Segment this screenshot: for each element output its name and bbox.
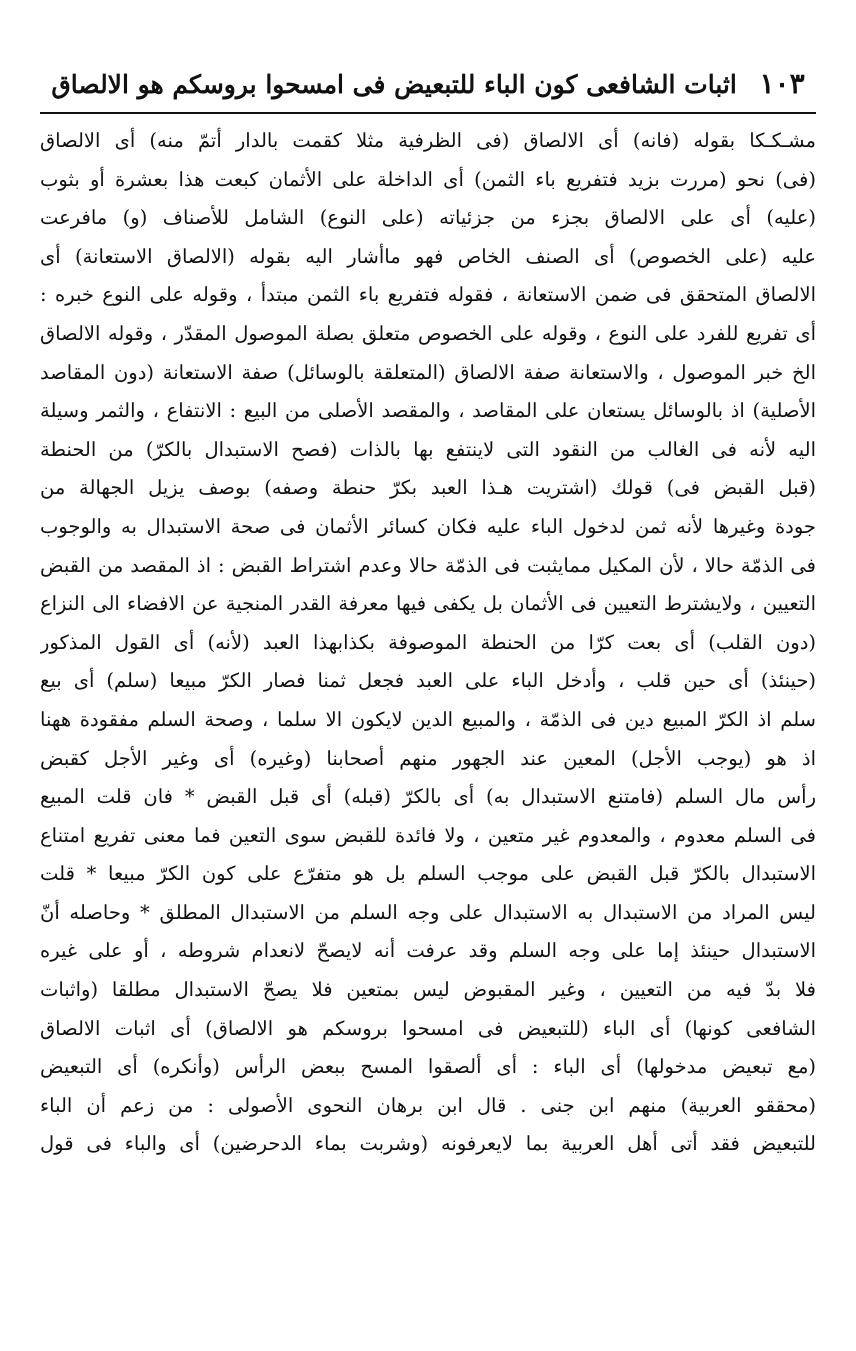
text-line: الخ خبر الموصول ، والاستعانة صفة الالصاق (المتعلقة بالوسائل) صفة الاستعانة (دون المقاصد: [40, 360, 816, 384]
header-title: اثبات الشافعی کون الباء للتبعیض فی امسحوا بروسکم هو الالصاق: [51, 70, 737, 99]
text-line: (محققو العربیة) منهم ابن جنی . قال ابن برهان النحوی الأصولی : من زعم أن الباء: [40, 1093, 816, 1117]
text-line: جودة وغیرها لأنه ثمن لدخول الباء علیه فکان کسائر الأثمان فی صحة الاستبدال به والوجوب: [40, 514, 816, 538]
text-line: الأصلیة) اذ بالوسائل یستعان علی المقاصد ، والمقصد الأصلی من البیع : الانتفاع ، والثمر وسیلة: [40, 399, 816, 423]
text-line: أی تفریع للفرد علی النوع ، وقوله علی الخصوص متعلق بصلة الموصول المقدّر ، وقوله الالصاق: [40, 321, 816, 345]
text-line: للتبعیض فقد أتی أهل العربیة بما لایعرفونه (وشربت بماء الدحرضین) أی والباء فی قول: [40, 1132, 816, 1156]
header-rule: [40, 112, 816, 114]
text-line: (دون القلب) أی بعت کرّا من الحنطة الموصوفة بکذابهذا العبد (لأنه) أی القول المذکور: [40, 630, 816, 654]
text-line: رأس مال السلم (فامتنع الاستبدال به) أی بالکرّ (قبله) أی قبل القبض * فان قلت المبیع: [40, 785, 816, 809]
text-line: (قبل القبض فی) قولك (اشتریت هـذا العبد بکرّ حنطة وصفه) بوصف یزیل الجهالة من: [40, 476, 816, 500]
text-line: فلا بدّ فیه من التعیین ، وغیر المقبوض لیس بمتعین فلا یصحّ الاستبدال مطلقا (واثبات: [40, 978, 816, 1002]
text-line: الشافعی کونها) أی الباء (للتبعیض فی امسحوا بروسکم هو الالصاق) أی اثبات الالصاق: [40, 1016, 816, 1040]
text-line: التعیین ، ولایشترط التعیین فی الأثمان بل یکفی فیها معرفة القدر المنجیة عن الافضاء الی النزاع: [40, 592, 816, 616]
text-line: اذ هو (یوجب الأجل) المعین عند الجهور منهم أصحابنا (وغیره) أی وغیر الأجل کقبض: [40, 746, 816, 770]
text-line: (علیه) أی علی الالصاق بجزء من جزئیاته (علی النوع) الشامل للأصناف (و) مافرعت: [40, 206, 816, 230]
text-line: الاستبدال بالکرّ قبل القبض علی موجب السلم بل هو متفرّع علی کون الکرّ مبیعا * قلت: [40, 862, 816, 886]
text-line: سلم اذ الکرّ المبیع دین فی الذمّة ، والمبیع الدین لایکون الا سلما ، وصحة السلم مفقودة ههنا: [40, 707, 816, 731]
text-line: فی الذمّة حالا ، لأن المکیل ممایثبت فی الذمّة حالا وعدم اشتراط القبض : اذ المقصد من القبض: [40, 553, 816, 577]
text-line: علیه (علی الخصوص) أی الصنف الخاص فهو ماأشار الیه بقوله (الالصاق الاستعانة) أی: [40, 244, 816, 268]
text-line: الاستبدال حینئذ إما علی وجه السلم وقد عرفت أنه لایصحّ لانعدام شروطه ، أو علی غیره: [40, 939, 816, 963]
text-line: مشـکـکا بقوله (فانه) أی الالصاق (فی الظرفیة مثلا کقمت بالدار أتمّ منه) أی الالصاق: [40, 129, 816, 152]
text-line: لیس المراد من الاستبدال به الاستبدال علی وجه السلم من الاستبدال المطلق * وحاصله أنّ: [40, 900, 816, 924]
body-text: [40, 122, 816, 1164]
running-header: [40, 56, 816, 112]
page-number: ١٠٣: [759, 67, 805, 100]
text-line: (حینئذ) أی حین قلب ، وأدخل الباء علی العبد فجعل ثمنا فصار الکرّ مبیعا (سلم) أی بیع: [40, 669, 816, 693]
text-line: الیه لأنه فی الغالب من النقود التی لاینتفع بها بالذات (فصح الاستبدال بالکرّ) من الحنطة: [40, 437, 816, 461]
text-line: (فی) نحو (مررت بزید فتفریع باء الثمن) أی الداخلة علی الأثمان کبعت هذا بعشرة أو بثوب: [40, 167, 816, 191]
text-line: (مع تبعیض مدخولها) أی الباء : أی ألصقوا المسح ببعض الرأس (وأنکره) أی التبعیض: [40, 1055, 816, 1079]
text-line: الالصاق المتحقق فی ضمن الاستعانة ، فقوله فتفریع باء الثمن مبتدأ ، وقوله علی النوع خبره :: [40, 283, 816, 307]
text-line: فی السلم معدوم ، والمعدوم غیر متعین ، ولا فائدة للقبض سوی التعین فما معنی تفریع امتناع: [40, 823, 816, 847]
book-page: [40, 56, 816, 1164]
